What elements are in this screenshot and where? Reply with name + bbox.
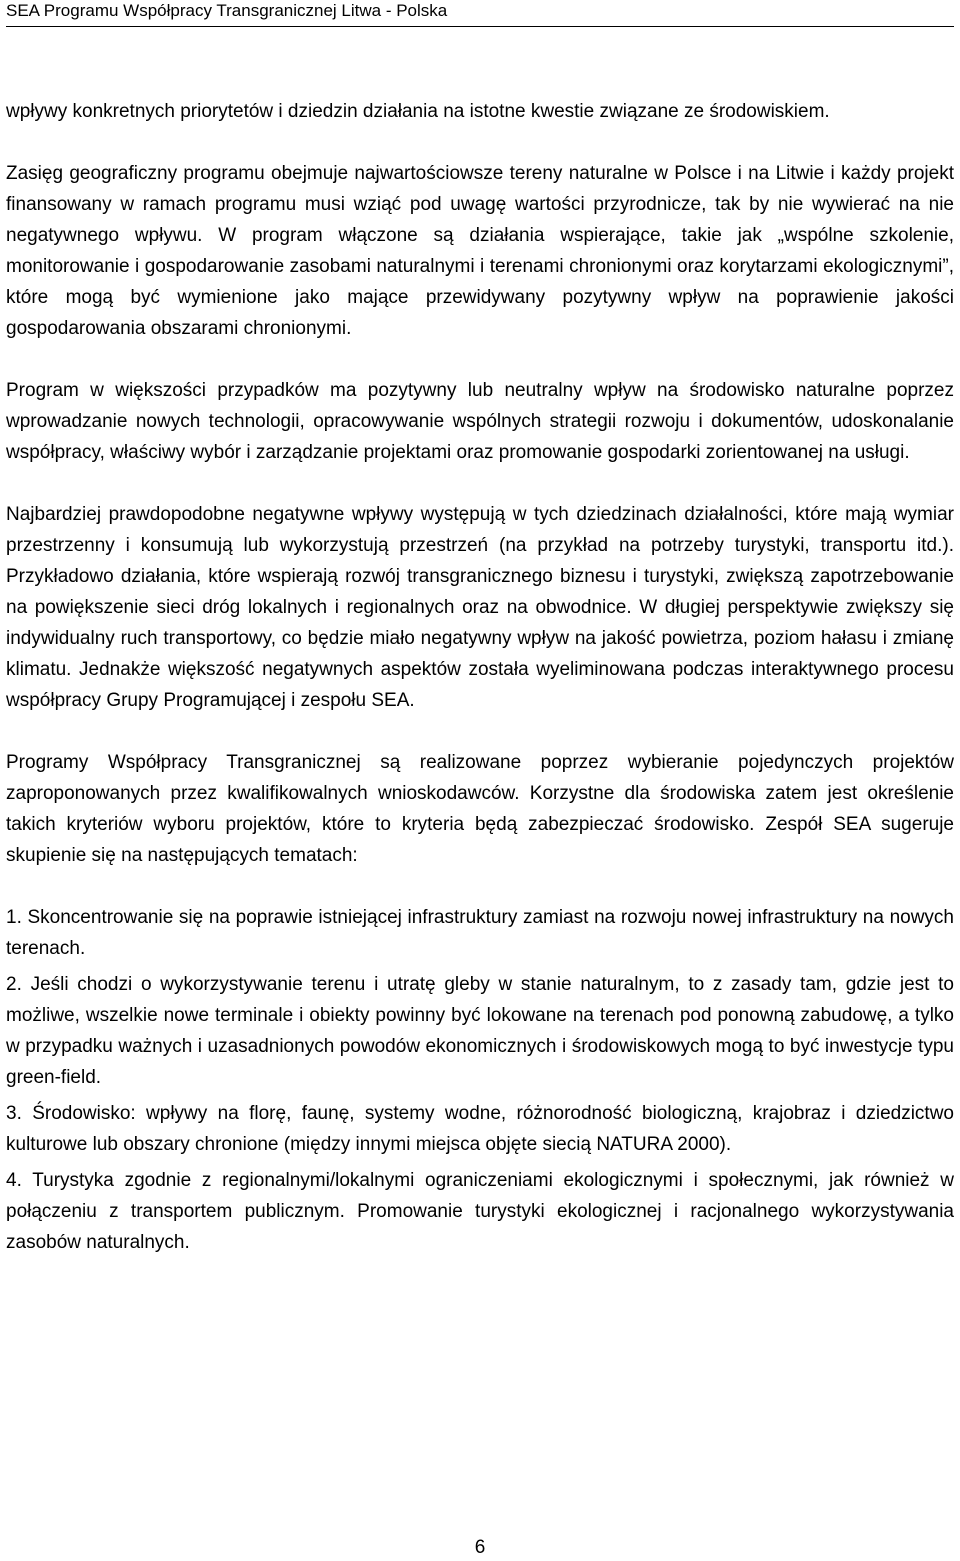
list-item-2: 2. Jeśli chodzi o wykorzystywanie terenu i utratę gleby w stanie naturalnym, to z zasady tam, gdzie jest to możliwe, wszelkie nowe terminale i obiekty powinny być lokowane na terenach pod ponowną zabudowę, a tylko w przypadku ważnych i uzasadnionych powodów ekonomicznych i środowiskowych mogą to być inwestycje typu green-field. [6,974,954,1088]
page-header [6,0,954,27]
list-item-4: 4. Turystyka zgodnie z regionalnymi/lokalnymi ograniczeniami ekologicznymi i społecznymi, jak również w połączeniu z transportem publicznym. Promowanie turystyki ekologicznej i racjonalnego wykorzystywania zasobów naturalnych. [6,1170,954,1253]
paragraph-positive-impact: Program w większości przypadków ma pozytywny lub neutralny wpływ na środowisko naturalne poprzez wprowadzanie nowych technologii, opracowywanie wspólnych strategii rozwoju i dokumentów, udoskonalanie współpracy, właściwy wybór i zarządzanie projektami oraz promowanie gospodarki zorientowanej na usługi. [6,380,954,463]
list-item-1: 1. Skoncentrowanie się na poprawie istniejącej infrastruktury zamiast na rozwoju nowej infrastruktury na nowych terenach. [6,907,954,959]
paragraph-negative-impact: Najbardziej prawdopodobne negatywne wpływy występują w tych dziedzinach działalności, które mają wymiar przestrzenny i konsumują lub wykorzystują przestrzeń (na przykład na potrzeby turystyki, transportu itd.). Przykładowo działania, które wspierają rozwój transgranicznego biznesu i turystyki, zwiększą zapotrzebowanie na powiększenie sieci dróg lokalnych i regionalnych oraz na obwodnice. W długiej perspektywie zwiększy się indywidualny ruch transportowy, co będzie miało negatywny wpływ na jakość powietrza, poziom hałasu i zmianę klimatu. Jednakże większość negatywnych aspektów została wyeliminowana podczas interaktywnego procesu współpracy Grupy Programującej i zespołu SEA. [6,504,954,711]
document-body [6,96,954,1258]
paragraph-geographic-scope: Zasięg geograficzny programu obejmuje najwartościowsze tereny naturalne w Polsce i na Litwie i każdy projekt finansowany w ramach programu musi wziąć pod uwagę wartości przyrodnicze, tak by nie wywierać na nie negatywnego wpływu. W program włączone są działania wspierające, takie jak „wspólne szkolenie, monitorowanie i gospodarowanie zasobami naturalnymi i terenami chronionymi oraz korytarzami ekologicznymi”, które mogą być wymienione jako mające przewidywany pozytywny wpływ na poprawienie jakości gospodarowania obszarami chronionymi. [6,163,954,339]
list-item-3: 3. Środowisko: wpływy na florę, faunę, systemy wodne, różnorodność biologiczną, krajobraz i dziedzictwo kulturowe lub obszary chronione (między innymi miejsca objęte siecią NATURA 2000). [6,1103,954,1155]
header-title: SEA Programu Współpracy Transgranicznej Litwa - Polska [6,1,448,20]
paragraph-selection-criteria: Programy Współpracy Transgranicznej są realizowane poprzez wybieranie pojedynczych projektów zaproponowanych przez kwalifikowalnych wnioskodawców. Korzystne dla środowiska zatem jest określenie takich kryteriów wyboru projektów, które to kryteria będą zabezpieczać środowisko. Zespół SEA sugeruje skupienie się na następujących tematach: [6,752,954,866]
paragraph-intro: wpływy konkretnych priorytetów i dziedzin działania na istotne kwestie związane ze środowiskiem. [6,101,830,122]
page-number: 6 [474,1537,486,1558]
